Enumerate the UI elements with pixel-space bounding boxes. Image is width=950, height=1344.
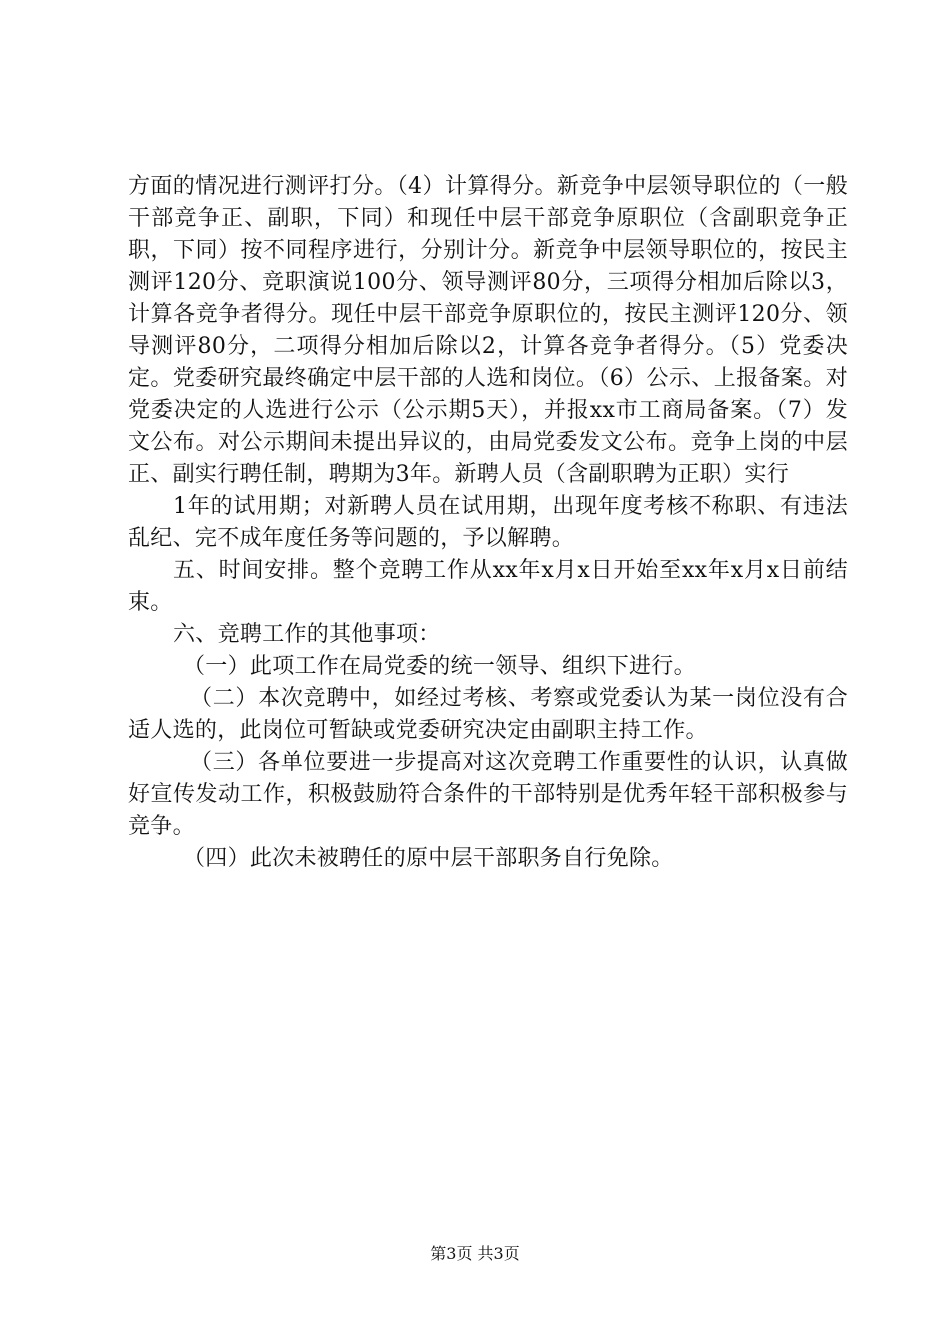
paragraph-item-1: （一）此项工作在局党委的统一领导、组织下进行。 xyxy=(183,654,696,679)
paragraph-item-3: （三）各单位要进一步提高对这次竞聘工作重要性的认识，认真做好宣传发动工作，积极鼓励符合条件的干部特别是优秀年轻干部积极参与竞争。 xyxy=(128,750,848,839)
document-body xyxy=(128,171,848,875)
paragraph-probation: 1年的试用期；对新聘人员在试用期，出现年度考核不称职、有违法乱纪、完不成年度任务等问题的，予以解聘。 xyxy=(128,494,848,551)
page-number-footer: 第3页 共3页 xyxy=(430,1244,520,1263)
paragraph-item-4: （四）此次未被聘任的原中层干部职务自行免除。 xyxy=(183,846,674,871)
paragraph-schedule: 五、时间安排。整个竞聘工作从xx年x月x日开始至xx年x月x日前结束。 xyxy=(128,558,848,615)
paragraph-procedure: 方面的情况进行测评打分。（4）计算得分。新竞争中层领导职位的（一般干部竞争正、副职，下同）和现任中层干部竞争原职位（含副职竞争正职，下同）按不同程序进行，分别计分。新竞争中层领导职位的，按民主测评120分、竞职演说100分、领导测评80分，三项得分相加后除以3，计算各竞争者得分。现任中层干部竞争原职位的，按民主测评120分、领导测评80分，二项得分相加后除以2，计算各竞争者得分。（5）党委决定。党委研究最终确定中层干部的人选和岗位。（6）公示、上报备案。对党委决定的人选进行公示（公示期5天），并报xx市工商局备案。（7）发文公布。对公示期间未提出异议的，由局党委发文公布。竞争上岗的中层正、副实行聘任制，聘期为3年。新聘人员（含副职聘为正职）实行 xyxy=(128,174,848,487)
paragraph-item-2: （二）本次竞聘中，如经过考核、考察或党委认为某一岗位没有合适人选的，此岗位可暂缺或党委研究决定由副职主持工作。 xyxy=(128,686,848,743)
paragraph-other-matters-heading: 六、竞聘工作的其他事项： xyxy=(173,622,441,647)
